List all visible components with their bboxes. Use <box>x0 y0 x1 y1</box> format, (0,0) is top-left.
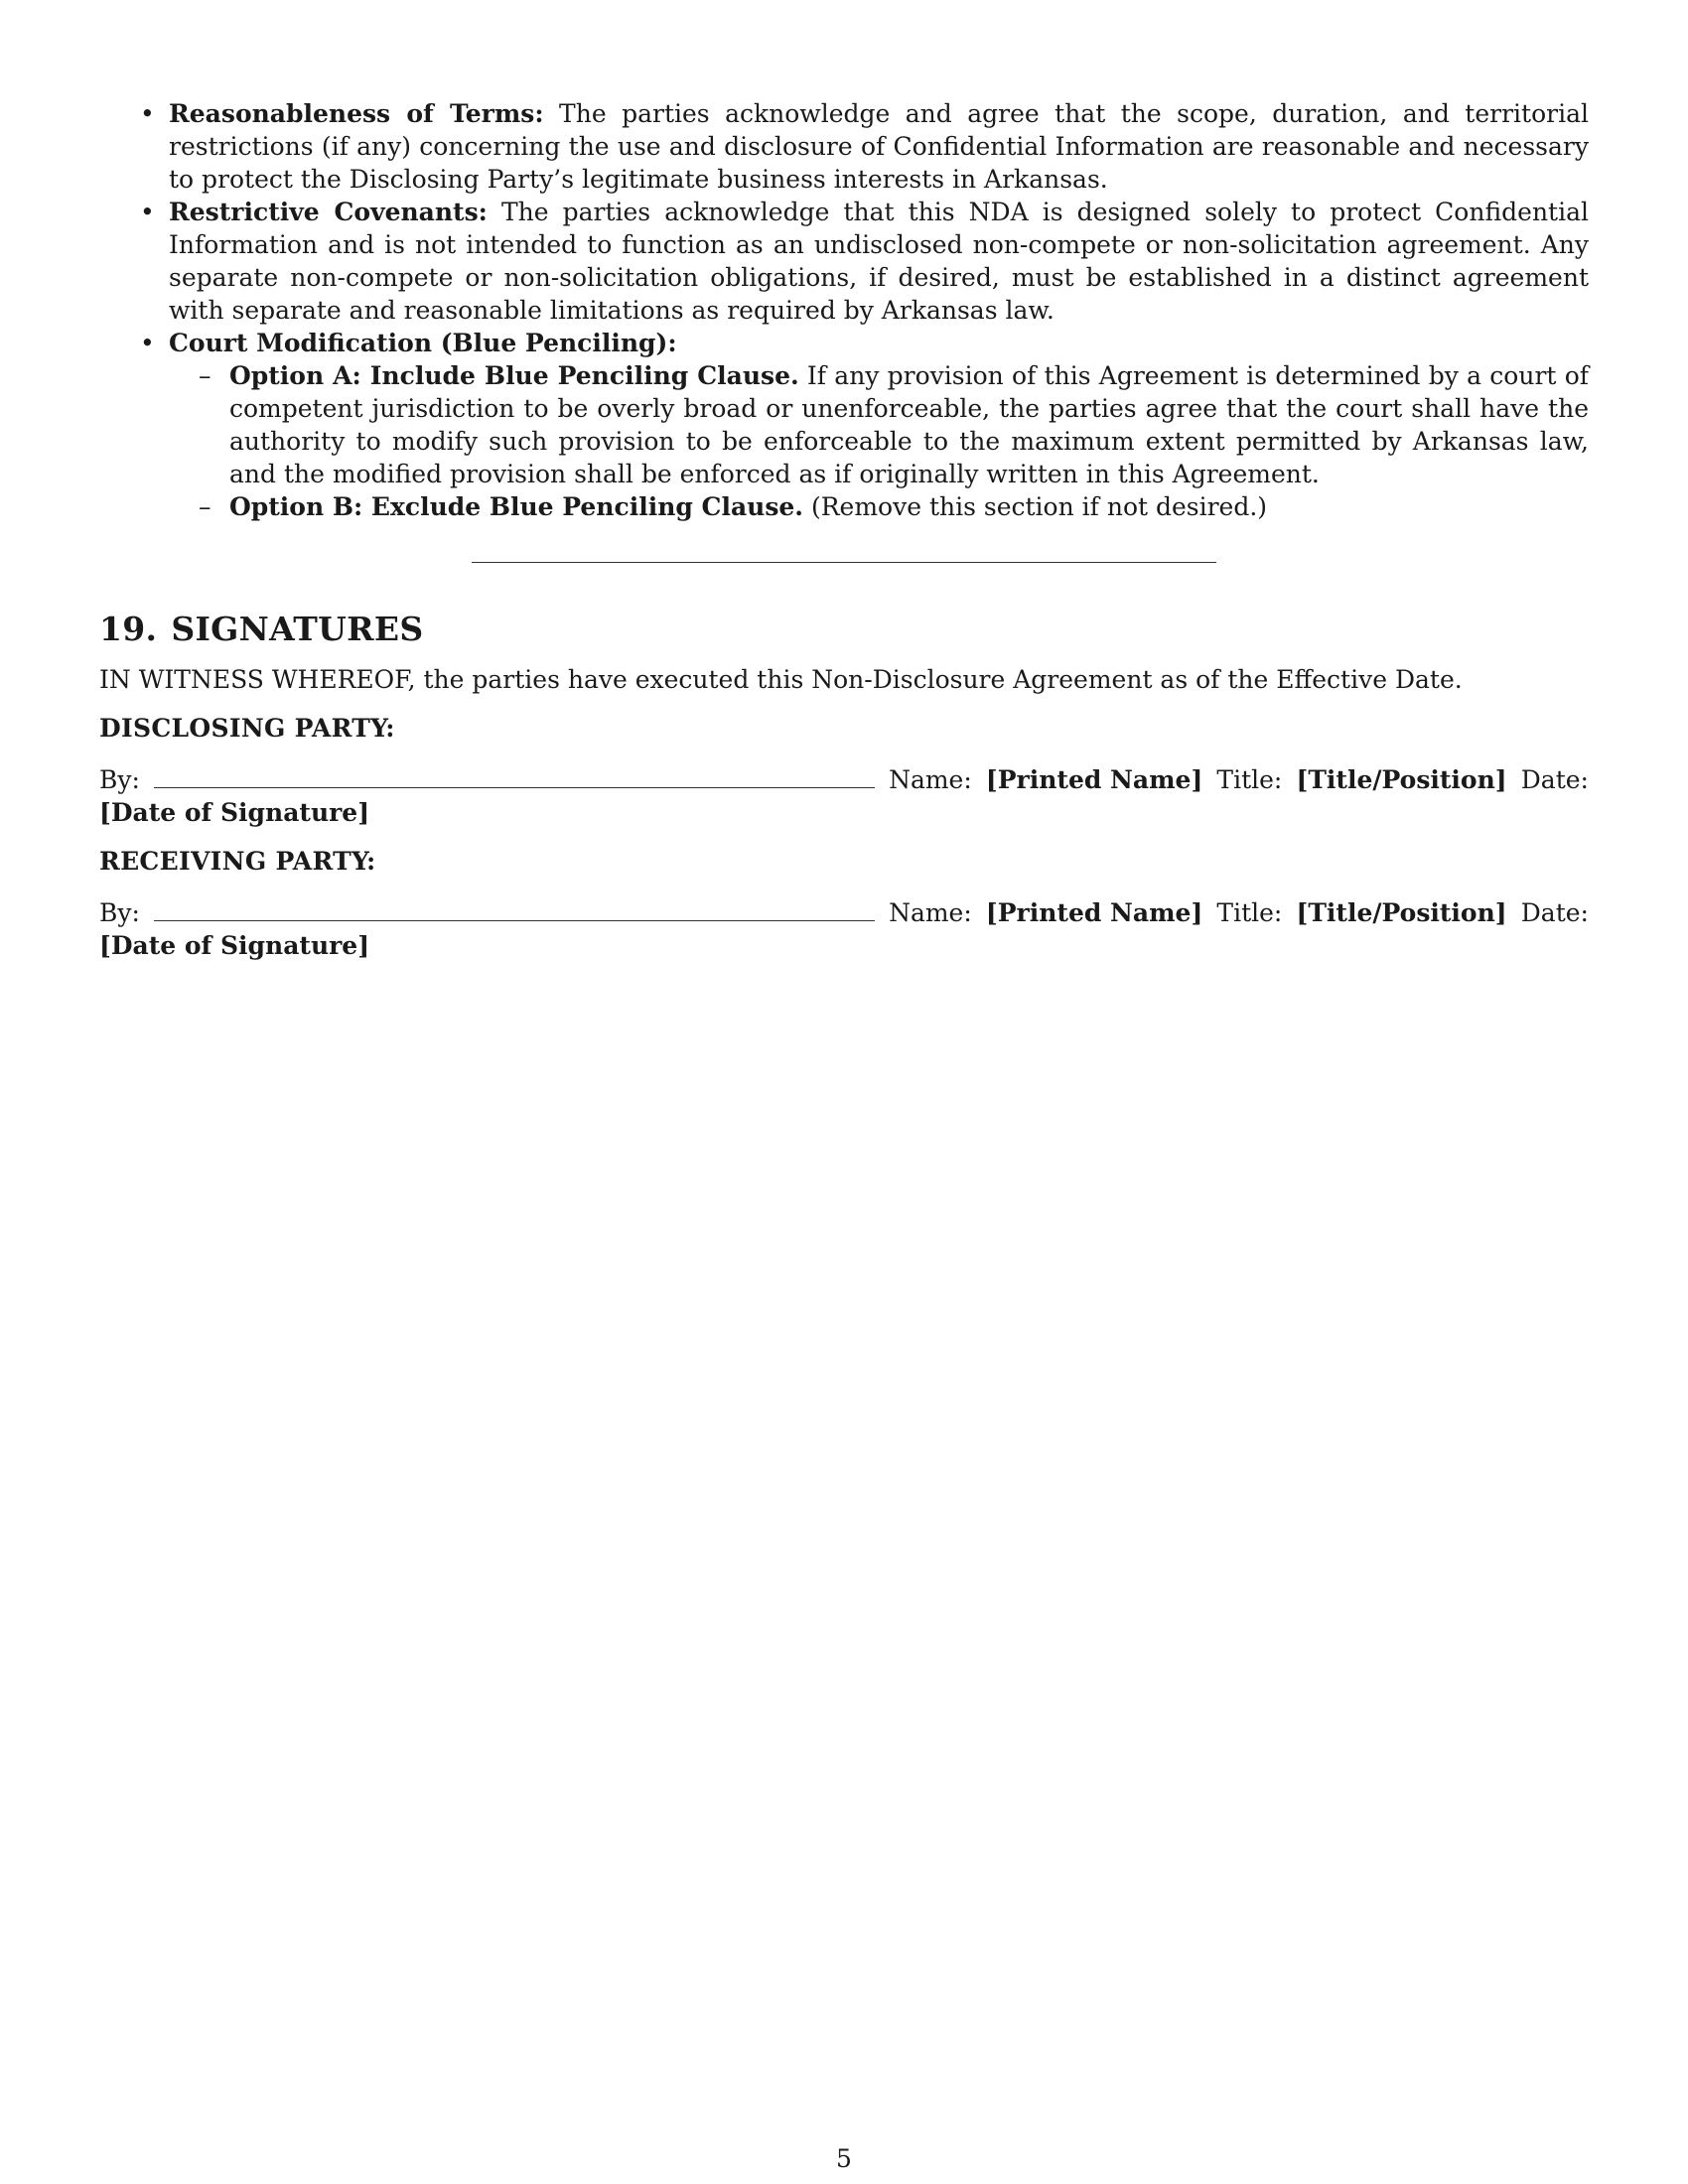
section-divider <box>472 562 1216 563</box>
signature-line[interactable] <box>154 898 875 921</box>
receiving-party-signature-block <box>99 896 1589 962</box>
name-label: Name: <box>889 765 972 794</box>
by-label: By: <box>99 765 140 794</box>
bullet-icon: • <box>140 198 155 226</box>
clause-restrictive-covenants <box>99 196 1589 327</box>
date-label: Date: <box>1520 765 1589 794</box>
title-label: Title: <box>1216 765 1283 794</box>
clause-list <box>99 97 1589 523</box>
printed-name-placeholder[interactable]: [Printed Name] <box>985 765 1203 794</box>
by-field <box>99 896 875 929</box>
clause-reasonableness-of-terms <box>99 97 1589 196</box>
section-title: SIGNATURES <box>171 610 424 648</box>
clause-text: The parties acknowledge that this NDA is designed solely to protect Confidential Information and is not intended to function as an undisclosed non-compete or non-solicitation agreement. Any separate non-compete or non-solicitation obligations, if desired, must be established in a distinct agreement with separate and reasonable limitations as required by Arkansas law. <box>169 198 1589 325</box>
signature-row <box>99 896 1589 929</box>
option-label: Option B: Exclude Blue Penciling Clause. <box>229 492 804 521</box>
section-heading <box>99 610 1589 649</box>
signature-row <box>99 763 1589 796</box>
bullet-icon: • <box>140 329 155 357</box>
by-label: By: <box>99 898 140 927</box>
date-of-signature-placeholder[interactable]: [Date of Signature] <box>99 798 370 827</box>
clause-court-modification <box>99 327 1589 523</box>
by-field <box>99 763 875 796</box>
clause-label: Court Modification (Blue Penciling): <box>169 329 677 357</box>
disclosing-party-signature-block <box>99 763 1589 829</box>
option-text: (Remove this section if not desired.) <box>803 492 1268 521</box>
title-label: Title: <box>1216 898 1283 927</box>
option-list <box>169 359 1589 523</box>
document-page <box>99 97 1589 962</box>
date-of-signature-placeholder[interactable]: [Date of Signature] <box>99 931 370 960</box>
title-position-placeholder[interactable]: [Title/Position] <box>1296 765 1507 794</box>
clause-label: Reasonableness of Terms: <box>169 99 544 128</box>
option-a <box>169 359 1589 490</box>
printed-name-placeholder[interactable]: [Printed Name] <box>985 898 1203 927</box>
disclosing-party-heading: DISCLOSING PARTY: <box>99 714 395 743</box>
witness-statement: IN WITNESS WHEREOF, the parties have executed this Non-Disclosure Agreement as of the Effective Date. <box>99 665 1463 694</box>
option-text: If any provision of this Agreement is determined by a court of competent jurisdiction to be overly broad or unenforceable, the parties agree that the court shall have the authority to modify such provision to be enforceable to the maximum extent permitted by Arkansas law, and the modified provision shall be enforced as if originally written in this Agreement. <box>229 361 1589 488</box>
title-position-placeholder[interactable]: [Title/Position] <box>1296 898 1507 927</box>
receiving-party-heading: RECEIVING PARTY: <box>99 847 376 876</box>
clause-label: Restrictive Covenants: <box>169 198 488 226</box>
option-b <box>169 490 1589 523</box>
signature-line[interactable] <box>154 765 875 788</box>
option-label: Option A: Include Blue Penciling Clause. <box>229 361 799 390</box>
dash-icon: – <box>199 492 211 521</box>
bullet-icon: • <box>140 99 155 128</box>
page-number: 5 <box>836 2144 852 2173</box>
dash-icon: – <box>199 361 211 390</box>
date-label: Date: <box>1520 898 1589 927</box>
name-label: Name: <box>889 898 972 927</box>
clause-text: The parties acknowledge and agree that the scope, duration, and territorial restrictions (if any) concerning the use and disclosure of Confidential Information are reasonable and necessary to protect the Disclosing Party’s legitimate business interests in Arkansas. <box>169 99 1589 194</box>
section-number: 19. <box>99 610 158 648</box>
